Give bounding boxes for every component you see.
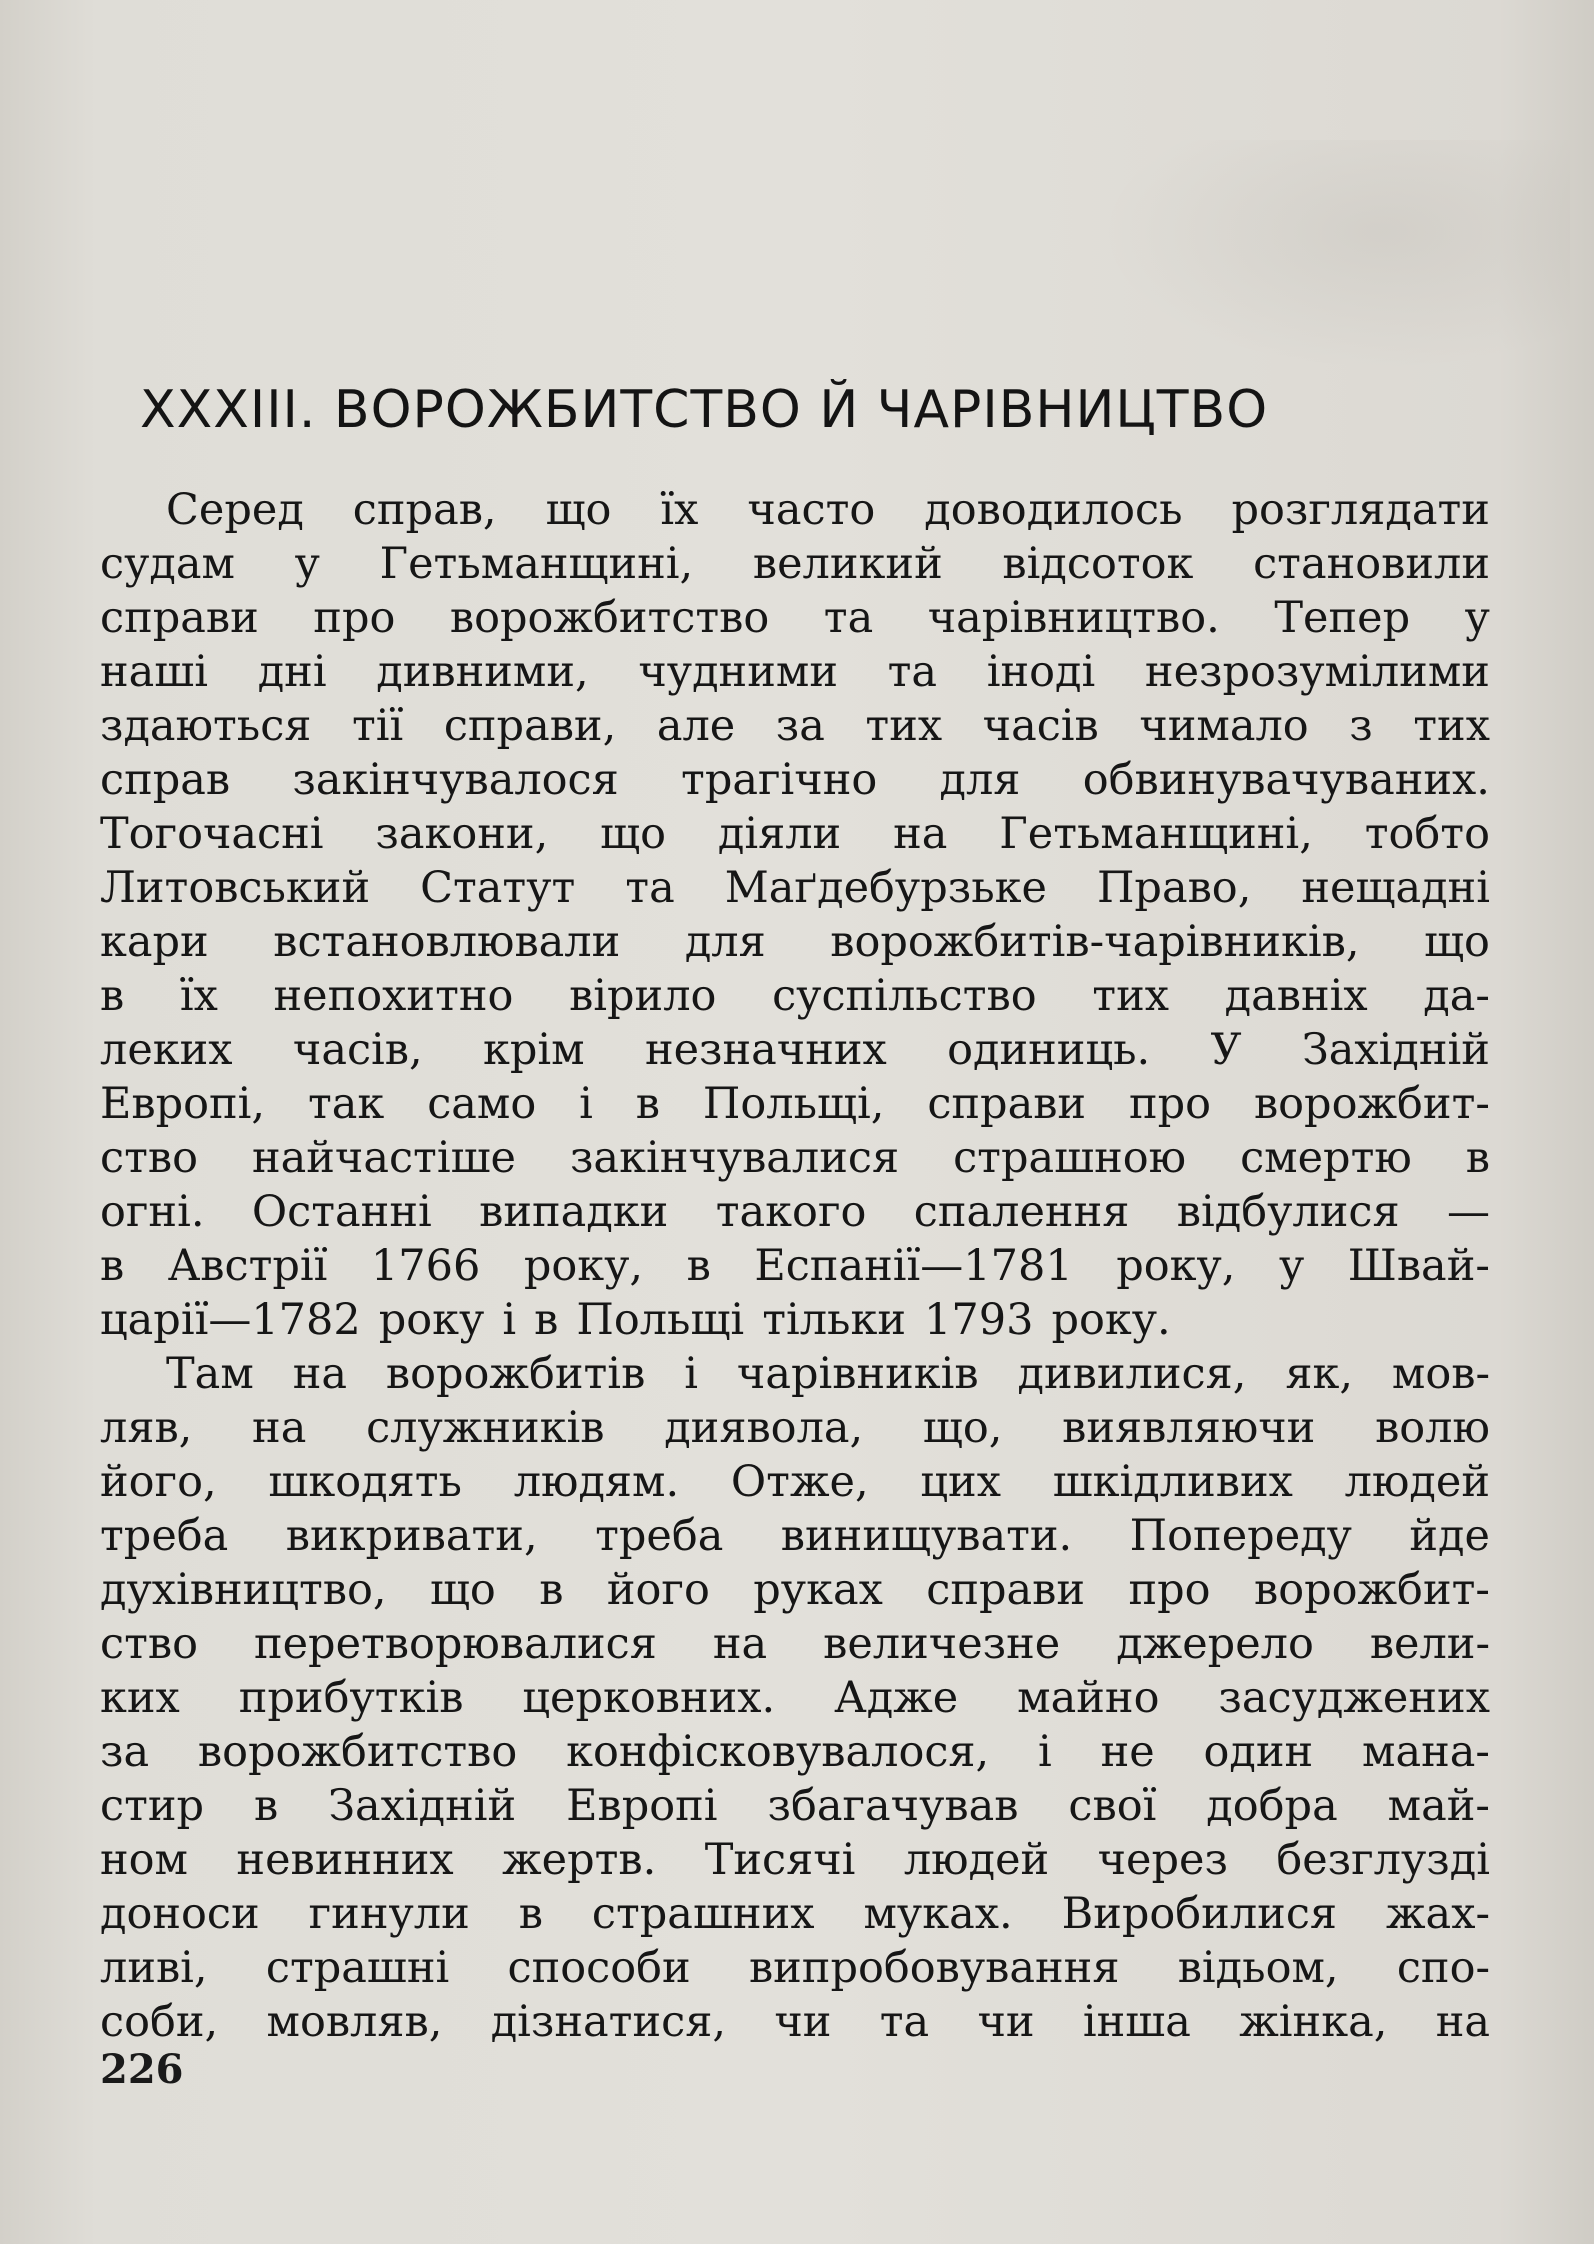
bleed-through-shadow — [1100, 140, 1570, 370]
text-line: ляв, на служників диявола, що, виявляючи волю — [100, 1403, 1490, 1453]
text-line: його, шкодять людям. Отже, цих шкідливих людей — [100, 1457, 1490, 1507]
text-line: судам у Гетьманщині, великий відсоток становили — [100, 539, 1490, 589]
text-line: ство найчастіше закінчувалися страшною смертю в — [100, 1133, 1490, 1183]
text-line: Там на ворожбитів і чарівників дивилися, як, мов- — [166, 1349, 1490, 1399]
text-line: Литовський Статут та Маґдебурзьке Право, нещадні — [100, 863, 1490, 913]
text-line: в Австрії 1766 року, в Еспанії—1781 року, у Швай- — [100, 1241, 1490, 1291]
text-line: наші дні дивними, чудними та іноді незрозумілими — [100, 647, 1490, 697]
chapter-title: XXXIII. ВОРОЖБИТСТВО Й ЧАРІВНИЦТВО — [140, 380, 1269, 440]
text-line: огні. Останні випадки такого спалення відбулися — — [100, 1187, 1490, 1237]
text-line: здаються тії справи, але за тих часів чимало з тих — [100, 701, 1490, 751]
text-line: стир в Західній Европі збагачував свої добра май- — [100, 1781, 1490, 1831]
text-line: треба викривати, треба винищувати. Попереду йде — [100, 1511, 1490, 1561]
text-line: ких прибутків церковних. Адже майно засуджених — [100, 1673, 1490, 1723]
page-number: 226 — [100, 2046, 184, 2093]
text-line: Европі, так само і в Польщі, справи про ворожбит- — [100, 1079, 1490, 1129]
text-line: ство перетворювалися на величезне джерело вели- — [100, 1619, 1490, 1669]
text-line: Серед справ, що їх часто доводилось розглядати — [166, 485, 1490, 535]
text-line: доноси гинули в страшних муках. Виробилися жах- — [100, 1889, 1490, 1939]
text-line: ном невинних жертв. Тисячі людей через безглузді — [100, 1835, 1490, 1885]
text-line: справ закінчувалося трагічно для обвинувачуваних. — [100, 755, 1490, 805]
body-text — [100, 483, 1490, 2049]
text-line: царії—1782 року і в Польщі тільки 1793 року. — [100, 1295, 1171, 1345]
text-line: в їх непохитно вірило суспільство тих давніх да- — [100, 971, 1490, 1021]
text-line: кари встановлювали для ворожбитів-чарівників, що — [100, 917, 1490, 967]
text-line: ливі, страшні способи випробовування відьом, спо- — [100, 1943, 1490, 1993]
text-line: духівництво, що в його руках справи про ворожбит- — [100, 1565, 1490, 1615]
text-line: соби, мовляв, дізнатися, чи та чи інша жінка, на — [100, 1997, 1490, 2047]
text-line: за ворожбитство конфісковувалося, і не один мана- — [100, 1727, 1490, 1777]
text-line: Тогочасні закони, що діяли на Гетьманщині, тобто — [100, 809, 1490, 859]
text-line: справи про ворожбитство та чарівництво. Тепер у — [100, 593, 1490, 643]
text-line: леких часів, крім незначних одиниць. У Західній — [100, 1025, 1490, 1075]
